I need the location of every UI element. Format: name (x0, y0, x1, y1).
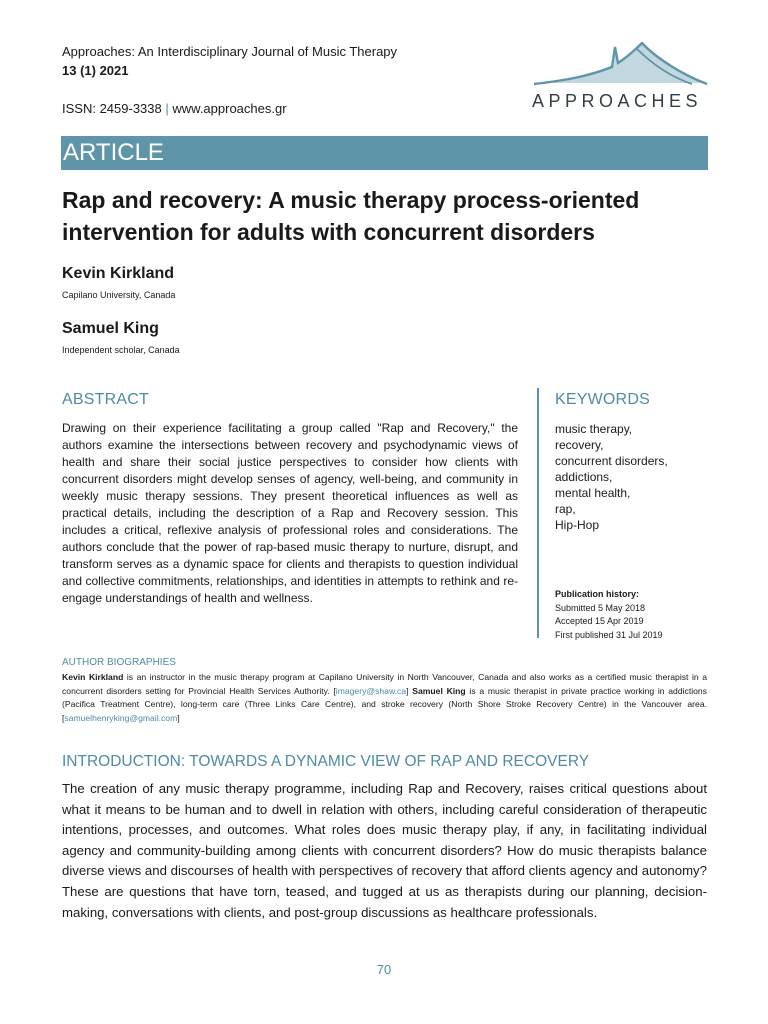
approaches-logo (528, 42, 710, 114)
published-date: First published 31 Jul 2019 (555, 629, 663, 640)
bio-author-name: Kevin Kirkland (62, 672, 124, 682)
author-affiliation: Independent scholar, Canada (62, 345, 180, 355)
introduction-heading: INTRODUCTION: TOWARDS A DYNAMIC VIEW OF RAP AND RECOVERY (62, 753, 590, 770)
journal-issn-line (62, 101, 287, 116)
author-name: Samuel King (62, 320, 159, 337)
keyword-item: addictions, (555, 470, 613, 484)
keyword-item: Hip-Hop (555, 518, 600, 532)
abstract-body: Drawing on their experience facilitating a group called "Rap and Recovery," the authors examine the intersections between recovery and psychodynamic views of health and share their social justice perspectives to consider how clients with concurrent disorders might develop senses of agency, well-being, and community in weekly music therapy sessions. They present theoretical influences as well as practical details, including the description of a Rap and Recovery session. This includes a critical, reflexive analysis of professional roles and considerations. The authors conclude that the power of rap-based music therapy to nurture, disrupt, and transform serves as a dynamic space for clients and therapists to question individual and collective commitments, relationships, and identities in attempts to rethink and re-engage understandings of health and wellness. (62, 421, 518, 605)
page-number: 70 (376, 962, 392, 977)
keyword-item: concurrent disorders, (555, 454, 668, 468)
accepted-date: Accepted 15 Apr 2019 (555, 616, 644, 626)
article-type-label: ARTICLE (63, 139, 164, 166)
introduction-body: The creation of any music therapy programme, including Rap and Recovery, raises critical questions about what it means to be human and to dwell in relation with others, including careful consideration of therapeutic intentions, processes, and outcomes. What roles does music therapy play, if any, in facilitating individual agency and community-building among clients with concurrent disorders? How do music therapists balance diverse views and discourses of health with perspectives of recovery that afford clients agency and autonomy? These are questions that have torn, teased, and tugged at us as therapists during our planning, decision-making, conversations with clients, and post-group discussions as healthcare professionals. (62, 781, 707, 920)
article-title: Rap and recovery: A music therapy process-oriented intervention for adults with concurrent disorders (62, 187, 640, 245)
biographies-body (62, 671, 707, 725)
bio-bracket: ] (177, 712, 180, 723)
author-email-link[interactable]: imagery@shaw.ca (335, 685, 407, 696)
keywords-heading: KEYWORDS (555, 391, 650, 408)
column-divider (537, 388, 539, 638)
publication-history-title: Publication history: (555, 589, 640, 599)
issn-separator: | (165, 101, 169, 116)
publication-history (555, 588, 663, 642)
abstract-heading: ABSTRACT (62, 391, 149, 408)
bio-bracket: ] (406, 685, 413, 696)
keyword-item: rap, (555, 502, 576, 516)
author-name: Kevin Kirkland (62, 265, 175, 282)
bio-text: is an instructor in the music therapy program at Capilano University in North Vancouver, Canada and also works as a certified music therapist in a concurrent disorders setting for Provincial Health Services Authority. [ (62, 672, 707, 696)
journal-name: Approaches: An Interdisciplinary Journal of Music Therapy (62, 44, 398, 59)
keyword-item: music therapy, (555, 422, 633, 436)
journal-issue: 13 (1) 2021 (62, 63, 129, 78)
submitted-date: Submitted 5 May 2018 (555, 602, 646, 613)
author-affiliation: Capilano University, Canada (62, 290, 176, 300)
author-email-link[interactable]: samuelhenryking@gmail.com (64, 712, 178, 723)
bio-text: is a music therapist in private practice working in addictions (Pacifica Treatment Centre), long-term care (Three Links Care Centre), and stroke recovery (North Shore Stroke Recovery Centre) in the Vancouver area. [ (62, 685, 707, 723)
logo-waveform-icon (528, 42, 710, 90)
issn: ISSN: 2459-3338 (62, 101, 162, 116)
keyword-item: mental health, (555, 486, 631, 500)
bio-author-name: Samuel King (412, 685, 466, 696)
keywords-list (555, 421, 668, 533)
article-type-bar (61, 136, 708, 170)
logo-wordmark: APPROACHES (532, 91, 703, 111)
website-link[interactable]: www.approaches.gr (172, 101, 287, 116)
biographies-heading: AUTHOR BIOGRAPHIES (62, 657, 176, 668)
keyword-item: recovery, (555, 438, 604, 452)
